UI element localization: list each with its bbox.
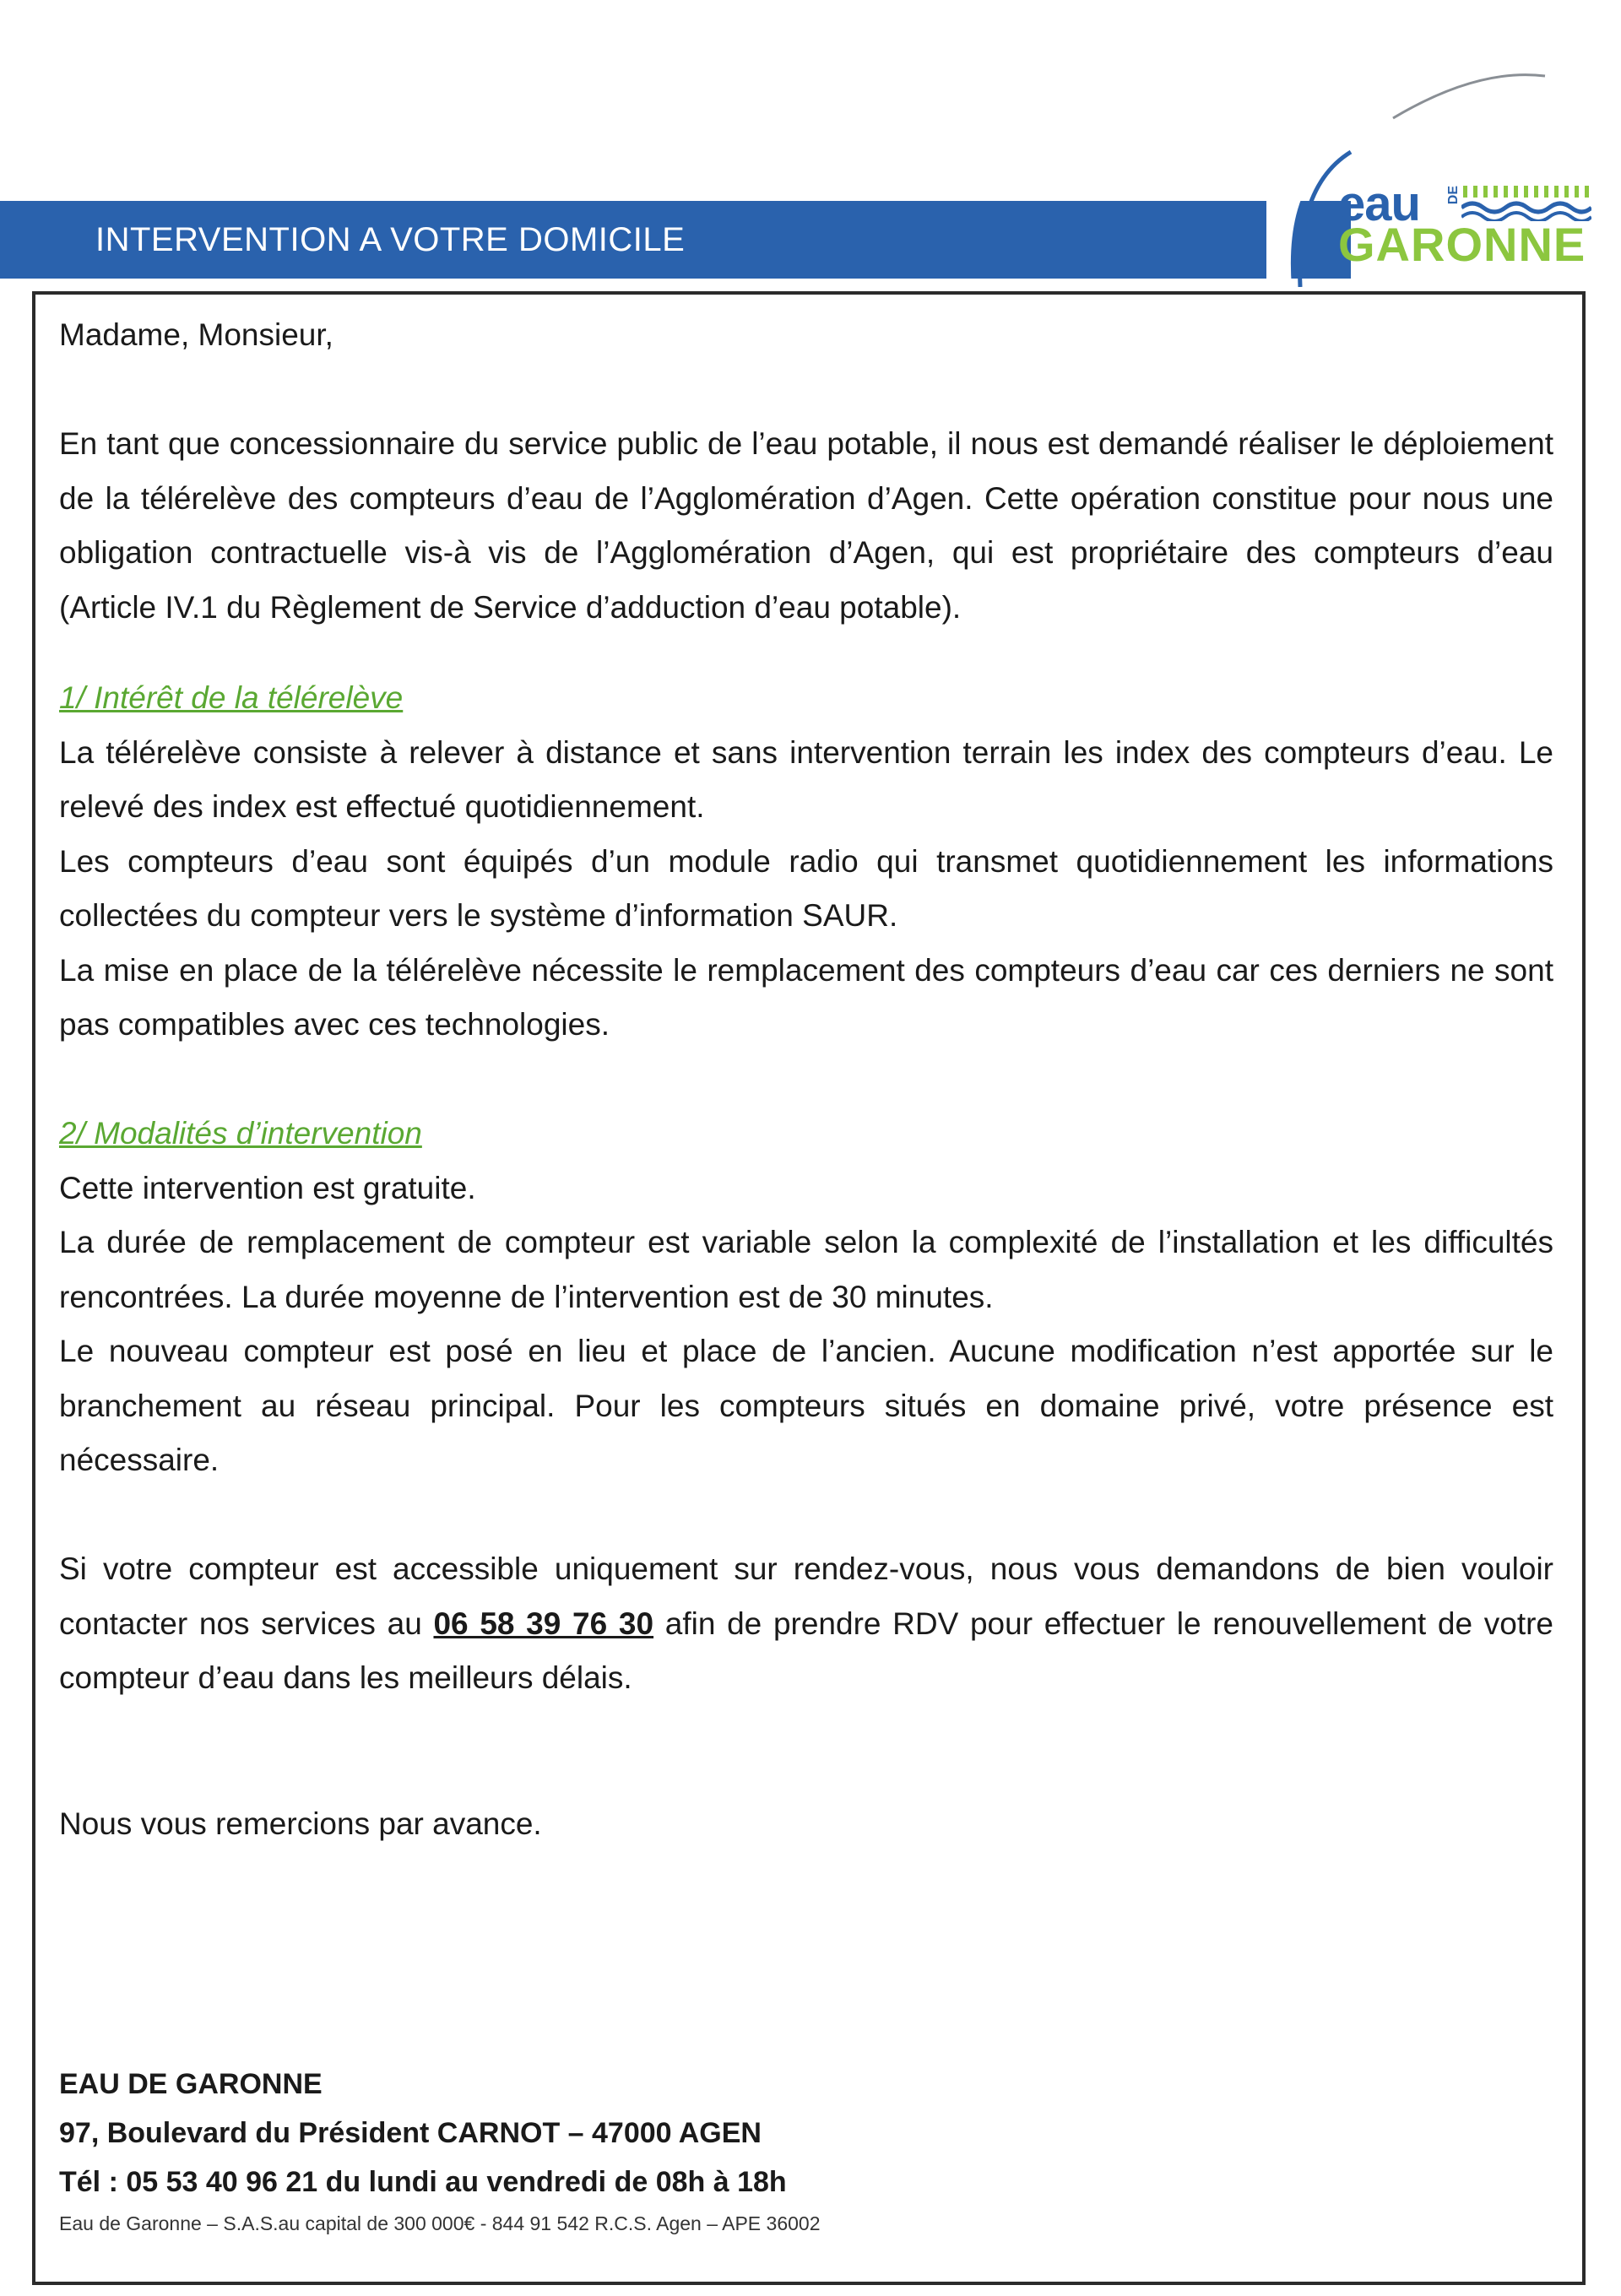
logo-de-text: DE <box>1446 186 1461 205</box>
section1-paragraph-2: Les compteurs d’eau sont équipés d’un module radio qui transmet quotidiennement les informations collectées du compteur vers le système d’information SAUR. <box>59 843 1553 933</box>
intro-paragraph: En tant que concessionnaire du service public de l’eau potable, il nous est demandé réaliser le déploiement de la télérelève des compteurs d’eau de l’Agglomération d’Agen. Cette opération constitue pour nous une obligation contractuelle vis-à vis de l’Agglomération d’Agen, qui est propriétaire des compteurs d’eau (Article IV.1 du Règlement de Service d’adduction d’eau potable). <box>59 426 1553 625</box>
section1-heading: 1/ Intérêt de la télérelève <box>59 680 404 715</box>
section2-paragraph-2: La durée de remplacement de compteur est variable selon la complexité de l’installation et les difficultés rencontrées. La durée moyenne de l’intervention est de 30 minutes. <box>59 1225 1553 1314</box>
section2-heading: 2/ Modalités d’intervention <box>59 1116 422 1151</box>
section1-paragraph-1: La télérelève consiste à relever à distance et sans intervention terrain les index des compteurs d’eau. Le relevé des index est effectué quotidiennement. <box>59 734 1553 824</box>
banner-title: INTERVENTION A VOTRE DOMICILE <box>95 221 686 258</box>
eau-de-garonne-logo <box>1338 177 1591 270</box>
company-legal: Eau de Garonne – S.A.S.au capital de 300 000€ - 844 91 542 R.C.S. Agen – APE 36002 <box>59 2212 821 2234</box>
salutation: Madame, Monsieur, <box>59 317 333 352</box>
rdv-paragraph <box>59 1542 1553 1706</box>
company-address: 97, Boulevard du Président CARNOT – 47000 AGEN <box>59 2117 762 2149</box>
rdv-phone-number[interactable]: 06 58 39 76 30 <box>433 1606 654 1641</box>
company-name: EAU DE GARONNE <box>59 2068 323 2100</box>
section2-paragraph-3: Le nouveau compteur est posé en lieu et place de l’ancien. Aucune modification n’est apportée sur le branchement au réseau principal. Pour les compteurs situés en domaine privé, votre présence est nécessaire. <box>59 1334 1553 1477</box>
section2-paragraph-1: Cette intervention est gratuite. <box>59 1170 476 1205</box>
company-phone: Tél : 05 53 40 96 21 du lundi au vendredi de 08h à 18h <box>59 2166 787 2198</box>
closing: Nous vous remercions par avance. <box>59 1806 542 1841</box>
logo-garonne-text: GARONNE <box>1338 218 1586 271</box>
letter-body <box>59 308 1553 1851</box>
header-banner <box>0 201 1351 279</box>
section1-paragraph-3: La mise en place de la télérelève nécessite le remplacement des compteurs d’eau car ces derniers ne sont pas compatibles avec ces technologies. <box>59 952 1553 1042</box>
logo-waves-icon <box>1461 184 1591 221</box>
logo-eau-text: eau <box>1338 176 1420 231</box>
rdv-text-after: afin de prendre RDV pour effectuer le renouvellement de votre compteur d’eau dans les meilleurs délais. <box>59 1606 1553 1695</box>
signature-block <box>59 2060 1553 2240</box>
rdv-text-before: Si votre compteur est accessible uniquement sur rendez-vous, nous vous demandons de bien vouloir contacter nos services au <box>59 1551 1553 1641</box>
